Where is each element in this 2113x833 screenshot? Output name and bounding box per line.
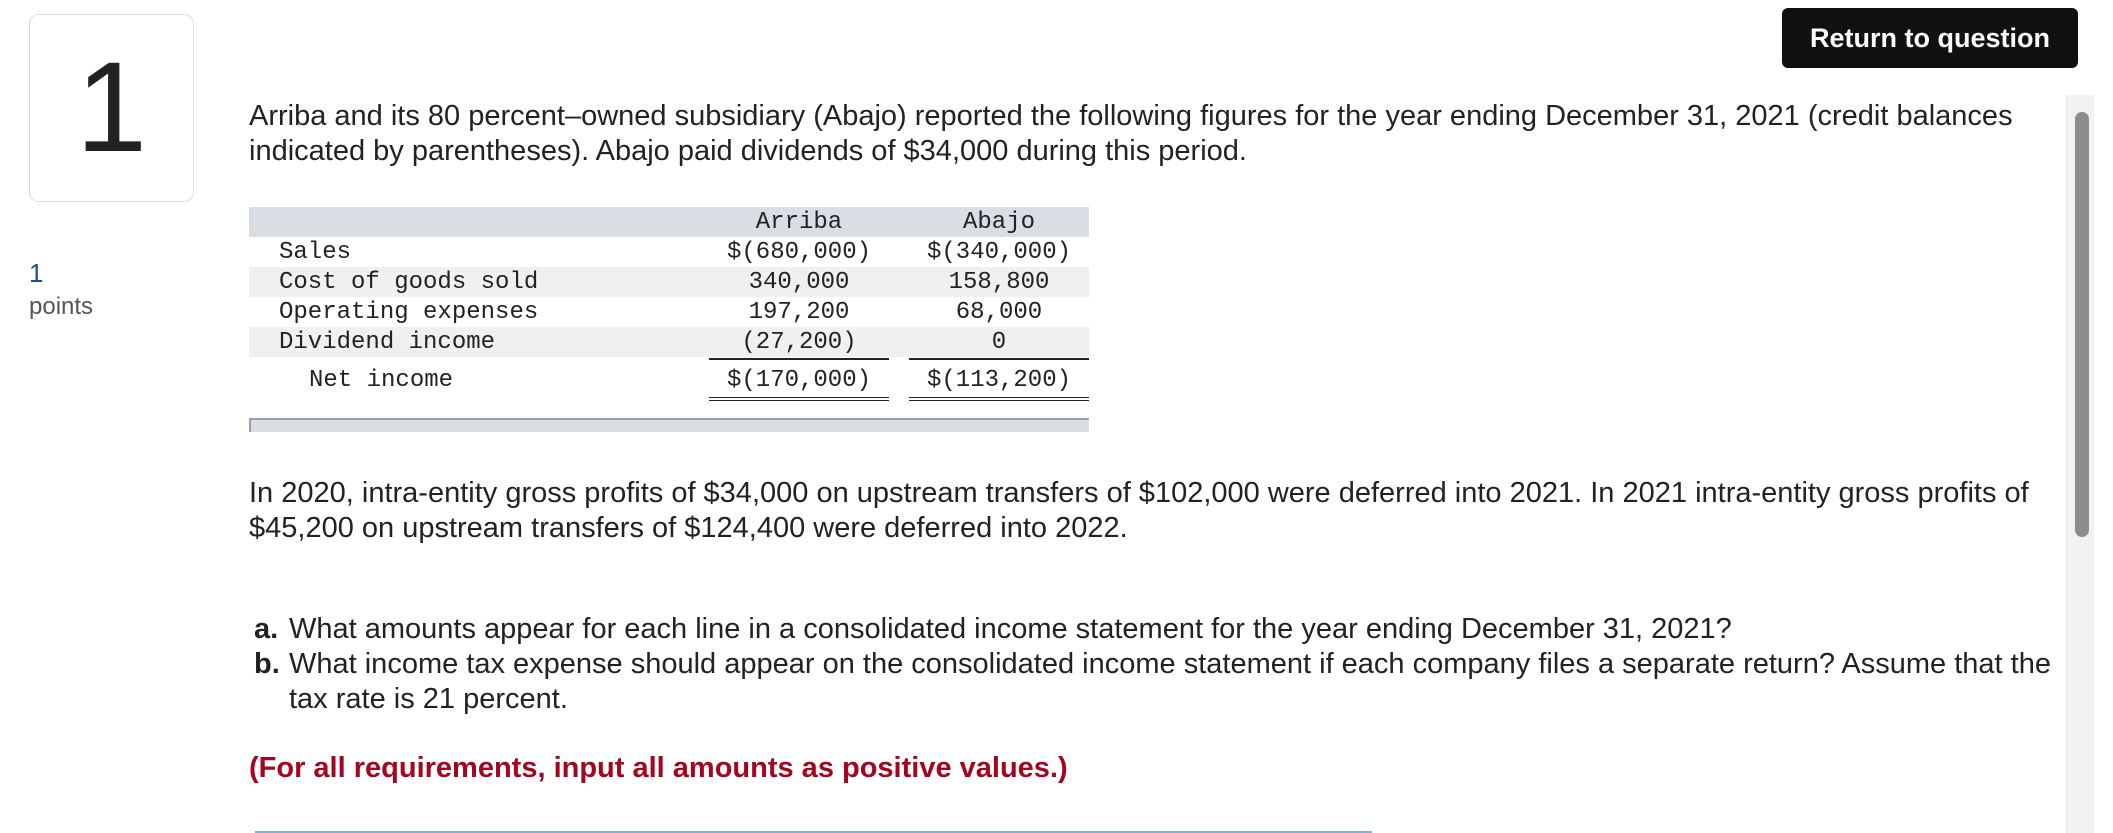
requirement-text: What income tax expense should appear on the consolidated income statement if each company files a separate return? Assume that the tax rate is 21 percent. bbox=[289, 648, 2051, 715]
points-label: points bbox=[29, 293, 94, 320]
row-label: Sales bbox=[279, 239, 352, 266]
table-footer-bar bbox=[249, 418, 1089, 432]
column-header-abajo: Abajo bbox=[962, 209, 1035, 236]
arriba-value: 197,200 bbox=[748, 299, 850, 326]
arriba-value: $(680,000) bbox=[726, 239, 872, 266]
question-number-box bbox=[29, 14, 194, 202]
question-number: 1 bbox=[75, 36, 148, 179]
instruction-note: (For all requirements, input all amounts as positive values.) bbox=[249, 752, 1068, 784]
table-row bbox=[249, 327, 1089, 357]
row-label: Cost of goods sold bbox=[279, 269, 539, 296]
return-to-question-button[interactable]: Return to question bbox=[1782, 8, 2078, 68]
arriba-value: (27,200) bbox=[709, 329, 889, 360]
question-intro-text: Arriba and its 80 percent–owned subsidiary (Abajo) reported the following figures for the year ending December 31, 2021 (credit balances indicated by parentheses). Abajo paid dividends of $34,000 during this period. bbox=[249, 100, 2013, 167]
requirement-item bbox=[254, 647, 2054, 717]
abajo-value: 68,000 bbox=[955, 299, 1043, 326]
table-row bbox=[249, 297, 1089, 327]
row-label: Dividend income bbox=[279, 329, 496, 356]
abajo-total: $(113,200) bbox=[909, 367, 1089, 401]
column-header-arriba: Arriba bbox=[755, 209, 843, 236]
requirement-text: What amounts appear for each line in a consolidated income statement for the year ending December 31, 2021? bbox=[289, 613, 1732, 645]
arriba-total: $(170,000) bbox=[709, 367, 889, 401]
table-row bbox=[249, 267, 1089, 297]
points-value: 1 bbox=[29, 258, 44, 288]
row-label: Operating expenses bbox=[279, 299, 539, 326]
abajo-value: 158,800 bbox=[948, 269, 1050, 296]
table-row bbox=[249, 237, 1089, 267]
financial-table bbox=[249, 207, 1089, 397]
table-header-row bbox=[249, 207, 1089, 237]
total-label: Net income bbox=[309, 367, 454, 394]
requirement-marker: b. bbox=[254, 648, 280, 680]
requirement-item bbox=[254, 612, 2054, 647]
abajo-value: $(340,000) bbox=[926, 239, 1072, 266]
scrollbar-thumb[interactable] bbox=[2075, 112, 2089, 537]
abajo-value: 0 bbox=[909, 329, 1089, 360]
requirements-list bbox=[254, 612, 2054, 717]
arriba-value: 340,000 bbox=[748, 269, 850, 296]
deferral-text: In 2020, intra-entity gross profits of $34,000 on upstream transfers of $102,000 were deferred into 2021. In 2021 intra-entity gross profits of $45,200 on upstream transfers of $124,400 were deferred into 2022. bbox=[249, 477, 2029, 544]
requirement-marker: a. bbox=[254, 613, 279, 645]
table-total-row bbox=[249, 357, 1089, 397]
